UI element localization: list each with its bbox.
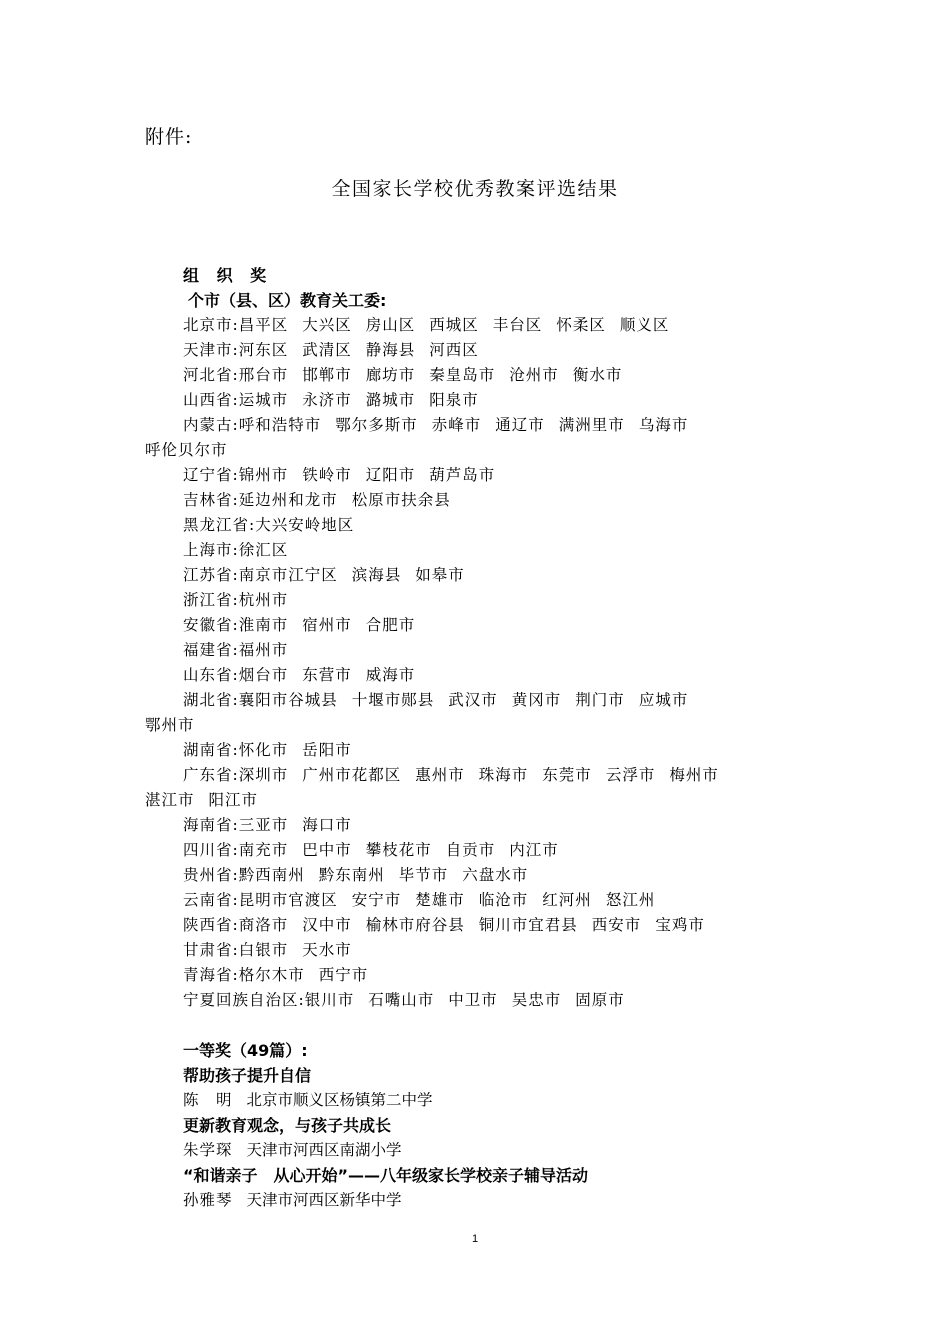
entry-author: 朱学琛 <box>183 1141 233 1159</box>
province-label: 甘肃省: <box>183 941 239 959</box>
region-item: 深圳市 <box>238 766 289 784</box>
region-item: 红河州 <box>542 891 592 909</box>
region-item: 黄冈市 <box>511 691 562 709</box>
province-label: 湖南省: <box>183 741 239 759</box>
document-body <box>145 263 815 1213</box>
entry-title: 更新教育观念，与孩子共成长 <box>183 1116 392 1135</box>
entry-author-line <box>145 1138 815 1163</box>
province-label: 青海省: <box>183 966 239 984</box>
region-item: 房山区 <box>365 316 416 334</box>
region-item: 黔西南州 <box>238 866 305 884</box>
region-item: 铁岭市 <box>302 466 352 484</box>
region-item: 吴忠市 <box>511 991 562 1009</box>
region-item: 河东区 <box>238 341 289 359</box>
province-label: 辽宁省: <box>183 466 239 484</box>
attachment-label: 附件: <box>145 126 193 148</box>
region-item: 顺义区 <box>619 316 670 334</box>
region-item: 天水市 <box>302 941 352 959</box>
region-item: 阳泉市 <box>429 391 479 409</box>
region-item: 十堰市郧县 <box>351 691 435 709</box>
region-item: 通辽市 <box>495 416 545 434</box>
region-item: 内江市 <box>509 841 559 859</box>
region-item: 西城区 <box>429 316 479 334</box>
region-item: 沧州市 <box>509 366 559 384</box>
region-item: 汉中市 <box>302 916 352 934</box>
region-item: 乌海市 <box>638 416 689 434</box>
region-item: 西安市 <box>591 916 642 934</box>
region-item: 怀柔区 <box>556 316 606 334</box>
entry-author: 孙雅琴 <box>183 1191 233 1209</box>
first-prize-heading <box>145 1038 815 1063</box>
region-item: 满洲里市 <box>558 416 625 434</box>
region-item: 固原市 <box>575 991 625 1009</box>
region-line <box>145 888 815 913</box>
entry-author-line <box>145 1088 815 1113</box>
org-award-heading: 组 织 奖 <box>183 266 273 285</box>
province-label: 安徽省: <box>183 616 239 634</box>
region-item: 武清区 <box>302 341 352 359</box>
region-item: 徐汇区 <box>238 541 289 559</box>
region-item: 武汉市 <box>448 691 498 709</box>
region-item: 大兴区 <box>302 316 352 334</box>
region-item: 毕节市 <box>398 866 449 884</box>
region-item: 云浮市 <box>605 766 656 784</box>
region-item: 邢台市 <box>238 366 289 384</box>
province-label: 宁夏回族自治区: <box>183 991 305 1009</box>
region-item: 福州市 <box>238 641 289 659</box>
entry-organization: 北京市顺义区杨镇第二中学 <box>246 1091 433 1109</box>
region-item: 滨海县 <box>351 566 402 584</box>
region-line <box>145 663 815 688</box>
region-line <box>145 563 815 588</box>
province-label: 陕西省: <box>183 916 239 934</box>
region-item: 呼和浩特市 <box>238 416 322 434</box>
region-item: 邯郸市 <box>302 366 352 384</box>
region-item: 商洛市 <box>238 916 289 934</box>
region-item: 广州市花都区 <box>302 766 402 784</box>
region-list <box>145 313 815 1013</box>
region-item: 宿州市 <box>302 616 352 634</box>
region-item: 银川市 <box>304 991 355 1009</box>
region-line <box>145 413 815 438</box>
province-label: 福建省: <box>183 641 239 659</box>
province-label: 山东省: <box>183 666 239 684</box>
region-item: 赤峰市 <box>431 416 482 434</box>
region-item: 攀枝花市 <box>365 841 432 859</box>
page-number: 1 <box>471 1233 479 1245</box>
region-line <box>145 588 815 613</box>
region-item: 锦州市 <box>238 466 289 484</box>
entry-organization: 天津市河西区新华中学 <box>246 1191 402 1209</box>
region-item: 三亚市 <box>238 816 289 834</box>
region-item: 珠海市 <box>478 766 529 784</box>
region-line <box>145 938 815 963</box>
region-item: 永济市 <box>302 391 352 409</box>
region-item: 鄂州市 <box>145 716 195 734</box>
region-item: 应城市 <box>638 691 689 709</box>
region-item: 怒江州 <box>605 891 656 909</box>
province-label: 四川省: <box>183 841 239 859</box>
province-label: 上海市: <box>183 541 239 559</box>
region-item: 惠州市 <box>415 766 465 784</box>
region-line <box>145 363 815 388</box>
region-item: 岳阳市 <box>302 741 352 759</box>
region-item: 大兴安岭地区 <box>255 516 355 534</box>
document-title: 全国家长学校优秀教案评选结果 <box>331 178 619 200</box>
region-line <box>145 638 815 663</box>
region-line <box>145 338 815 363</box>
region-item: 鄂尔多斯市 <box>335 416 418 434</box>
region-item: 安宁市 <box>351 891 402 909</box>
region-item: 呼伦贝尔市 <box>145 441 228 459</box>
province-label: 黑龙江省: <box>183 516 256 534</box>
province-label: 贵州省: <box>183 866 239 884</box>
region-line <box>145 388 815 413</box>
first-prize-entries <box>145 1063 815 1213</box>
province-label: 山西省: <box>183 391 239 409</box>
region-item: 阳江市 <box>208 791 259 809</box>
first-prize-heading-pre: 一等奖（ <box>183 1041 248 1060</box>
province-label: 湖北省: <box>183 691 239 709</box>
region-line-continuation <box>145 788 815 813</box>
region-item: 白银市 <box>238 941 289 959</box>
region-item: 东莞市 <box>542 766 592 784</box>
region-line <box>145 838 815 863</box>
region-item: 东营市 <box>302 666 352 684</box>
region-item: 自贡市 <box>445 841 496 859</box>
region-line-continuation <box>145 713 815 738</box>
region-item: 怀化市 <box>238 741 289 759</box>
region-item: 松原市扶余县 <box>351 491 451 509</box>
region-item: 淮南市 <box>238 616 289 634</box>
region-item: 海口市 <box>302 816 352 834</box>
region-item: 南京市江宁区 <box>238 566 338 584</box>
province-label: 北京市: <box>183 316 239 334</box>
province-label: 云南省: <box>183 891 239 909</box>
region-line <box>145 863 815 888</box>
region-line <box>145 763 815 788</box>
entry-author-line <box>145 1188 815 1213</box>
region-line <box>145 688 815 713</box>
first-prize-heading-post: 篇）: <box>269 1041 308 1060</box>
spacer <box>145 1013 815 1038</box>
region-item: 中卫市 <box>448 991 498 1009</box>
region-item: 衡水市 <box>572 366 623 384</box>
region-line <box>145 813 815 838</box>
region-item: 六盘水市 <box>462 866 529 884</box>
region-item: 格尔木市 <box>238 966 305 984</box>
region-line <box>145 988 815 1013</box>
entry-title: 帮助孩子提升自信 <box>183 1066 312 1085</box>
region-line <box>145 513 815 538</box>
region-item: 潞城市 <box>365 391 416 409</box>
province-label: 内蒙古: <box>183 416 239 434</box>
region-item: 宝鸡市 <box>655 916 705 934</box>
region-item: 合肥市 <box>365 616 416 634</box>
province-label: 天津市: <box>183 341 239 359</box>
region-line-continuation <box>145 438 815 463</box>
region-line <box>145 613 815 638</box>
region-item: 巴中市 <box>302 841 352 859</box>
region-item: 丰台区 <box>492 316 543 334</box>
province-label: 吉林省: <box>183 491 239 509</box>
region-line <box>145 313 815 338</box>
org-award-subheading: 个市（县、区）教育关工委: <box>188 291 387 310</box>
province-label: 广东省: <box>183 766 239 784</box>
region-item: 铜川市宜君县 <box>478 916 578 934</box>
region-item: 石嘴山市 <box>368 991 435 1009</box>
entry-author: 陈 明 <box>183 1091 233 1109</box>
region-item: 延边州和龙市 <box>238 491 338 509</box>
province-label: 河北省: <box>183 366 239 384</box>
region-item: 威海市 <box>365 666 416 684</box>
region-item: 黔东南州 <box>318 866 385 884</box>
region-item: 湛江市 <box>145 791 195 809</box>
region-item: 南充市 <box>238 841 289 859</box>
first-prize-count: 49 <box>247 1041 270 1060</box>
region-item: 运城市 <box>238 391 289 409</box>
region-item: 辽阳市 <box>365 466 416 484</box>
entry-title: “和谐亲子 从心开始”——八年级家长学校亲子辅导活动 <box>183 1166 589 1185</box>
region-item: 烟台市 <box>238 666 289 684</box>
region-line <box>145 738 815 763</box>
region-line <box>145 963 815 988</box>
region-item: 廊坊市 <box>365 366 416 384</box>
region-item: 杭州市 <box>238 591 289 609</box>
region-item: 秦皇岛市 <box>429 366 496 384</box>
region-line <box>145 913 815 938</box>
region-item: 昆明市官渡区 <box>238 891 338 909</box>
region-item: 榆林市府谷县 <box>365 916 465 934</box>
region-line <box>145 463 815 488</box>
region-item: 梅州市 <box>669 766 719 784</box>
province-label: 浙江省: <box>183 591 239 609</box>
province-label: 海南省: <box>183 816 239 834</box>
region-item: 襄阳市谷城县 <box>238 691 338 709</box>
region-item: 楚雄市 <box>415 891 465 909</box>
region-item: 荆门市 <box>575 691 625 709</box>
region-line <box>145 538 815 563</box>
region-line <box>145 488 815 513</box>
region-item: 河西区 <box>429 341 479 359</box>
region-item: 静海县 <box>365 341 416 359</box>
region-item: 西宁市 <box>318 966 369 984</box>
entry-organization: 天津市河西区南湖小学 <box>246 1141 402 1159</box>
province-label: 江苏省: <box>183 566 239 584</box>
region-item: 昌平区 <box>238 316 289 334</box>
region-item: 葫芦岛市 <box>429 466 496 484</box>
region-item: 如皋市 <box>415 566 465 584</box>
region-item: 临沧市 <box>478 891 529 909</box>
